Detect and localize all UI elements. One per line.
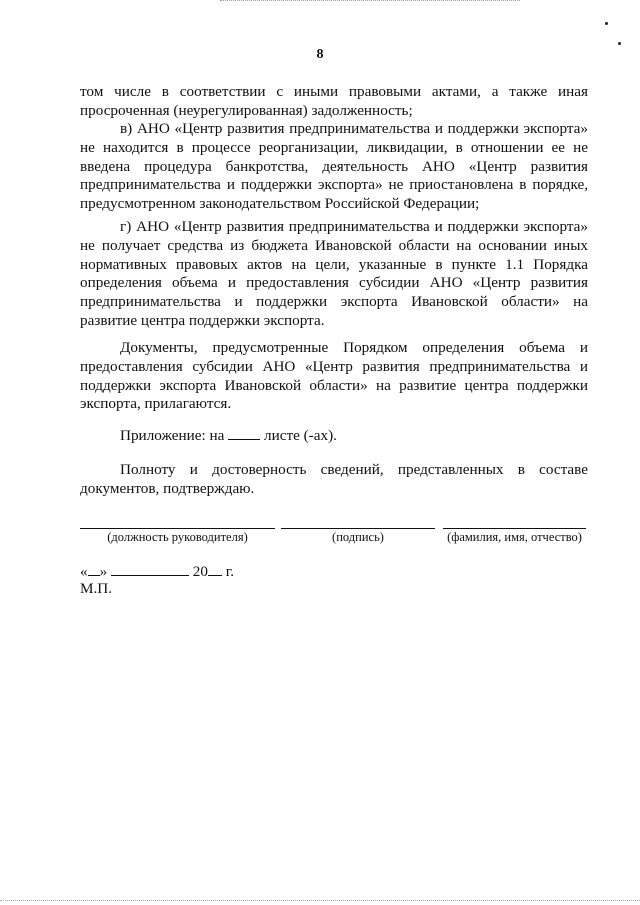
appendix-line: [80, 426, 588, 446]
scan-artifact-top: [220, 0, 520, 3]
appendix-prefix: Приложение: на: [120, 427, 225, 444]
month-blank: [111, 563, 189, 576]
signature-label: (подпись): [332, 530, 384, 544]
paragraph-item-g: г) АНО «Центр развития предпринимательства и поддержки экспорта» не получает средства из бюджета Ивановской области на основании иных нормативных правовых актов на цели, указанные в пункте 1.1 Порядка определения объема и предоставления субсидии АНО «Центр развития предпринимательства и поддержки экспорта Ивановской области» на развитие центра поддержки экспорта.: [80, 218, 588, 329]
signature-line: [281, 528, 435, 529]
paragraph-item-v: в) АНО «Центр развития предпринимательства и поддержки экспорта» не находится в процессе реорганизации, ликвидации, в отношении ее не введена процедура банкротства, деятельность АНО «Центр развития предпринимательства и поддержки экспорта» не приостановлена в порядке, предусмотренном законодательством Российской Федерации;: [80, 120, 588, 213]
year-prefix: 20: [192, 563, 208, 580]
paragraph-documents-attached: Документы, предусмотренные Порядком определения объема и предоставления субсидии АНО «Центр развития предпринимательства и поддержки экспорта Ивановской области» на развитие центра поддержки экспорта, прилагаются.: [80, 339, 588, 413]
position-signature-line: [80, 528, 275, 529]
stamp-placeholder: М.П.: [80, 580, 113, 597]
name-label: (фамилия, имя, отчество): [447, 530, 582, 544]
date-open-quote: «: [80, 563, 88, 580]
scan-speck: [605, 22, 608, 25]
date-line: [80, 563, 234, 581]
scan-speck: [618, 42, 621, 45]
appendix-sheet-count-blank: [228, 426, 260, 440]
scan-artifact-bottom: [0, 900, 640, 903]
day-blank: [88, 563, 100, 576]
position-label: (должность руководителя): [107, 530, 248, 544]
paragraph-confirmation: Полноту и достоверность сведений, представленных в составе документов, подтверждаю.: [80, 461, 588, 497]
name-signature-line: [443, 528, 586, 529]
paragraph-debt-continuation: том числе в соответствии с иными правовыми актами, а также иная просроченная (неурегулированная) задолженность;: [80, 83, 588, 119]
year-suffix: г.: [225, 563, 235, 580]
year-blank: [208, 563, 222, 576]
page-number: 8: [316, 47, 324, 62]
date-close-quote: »: [99, 563, 108, 580]
appendix-suffix: листе (-ах).: [264, 427, 337, 444]
